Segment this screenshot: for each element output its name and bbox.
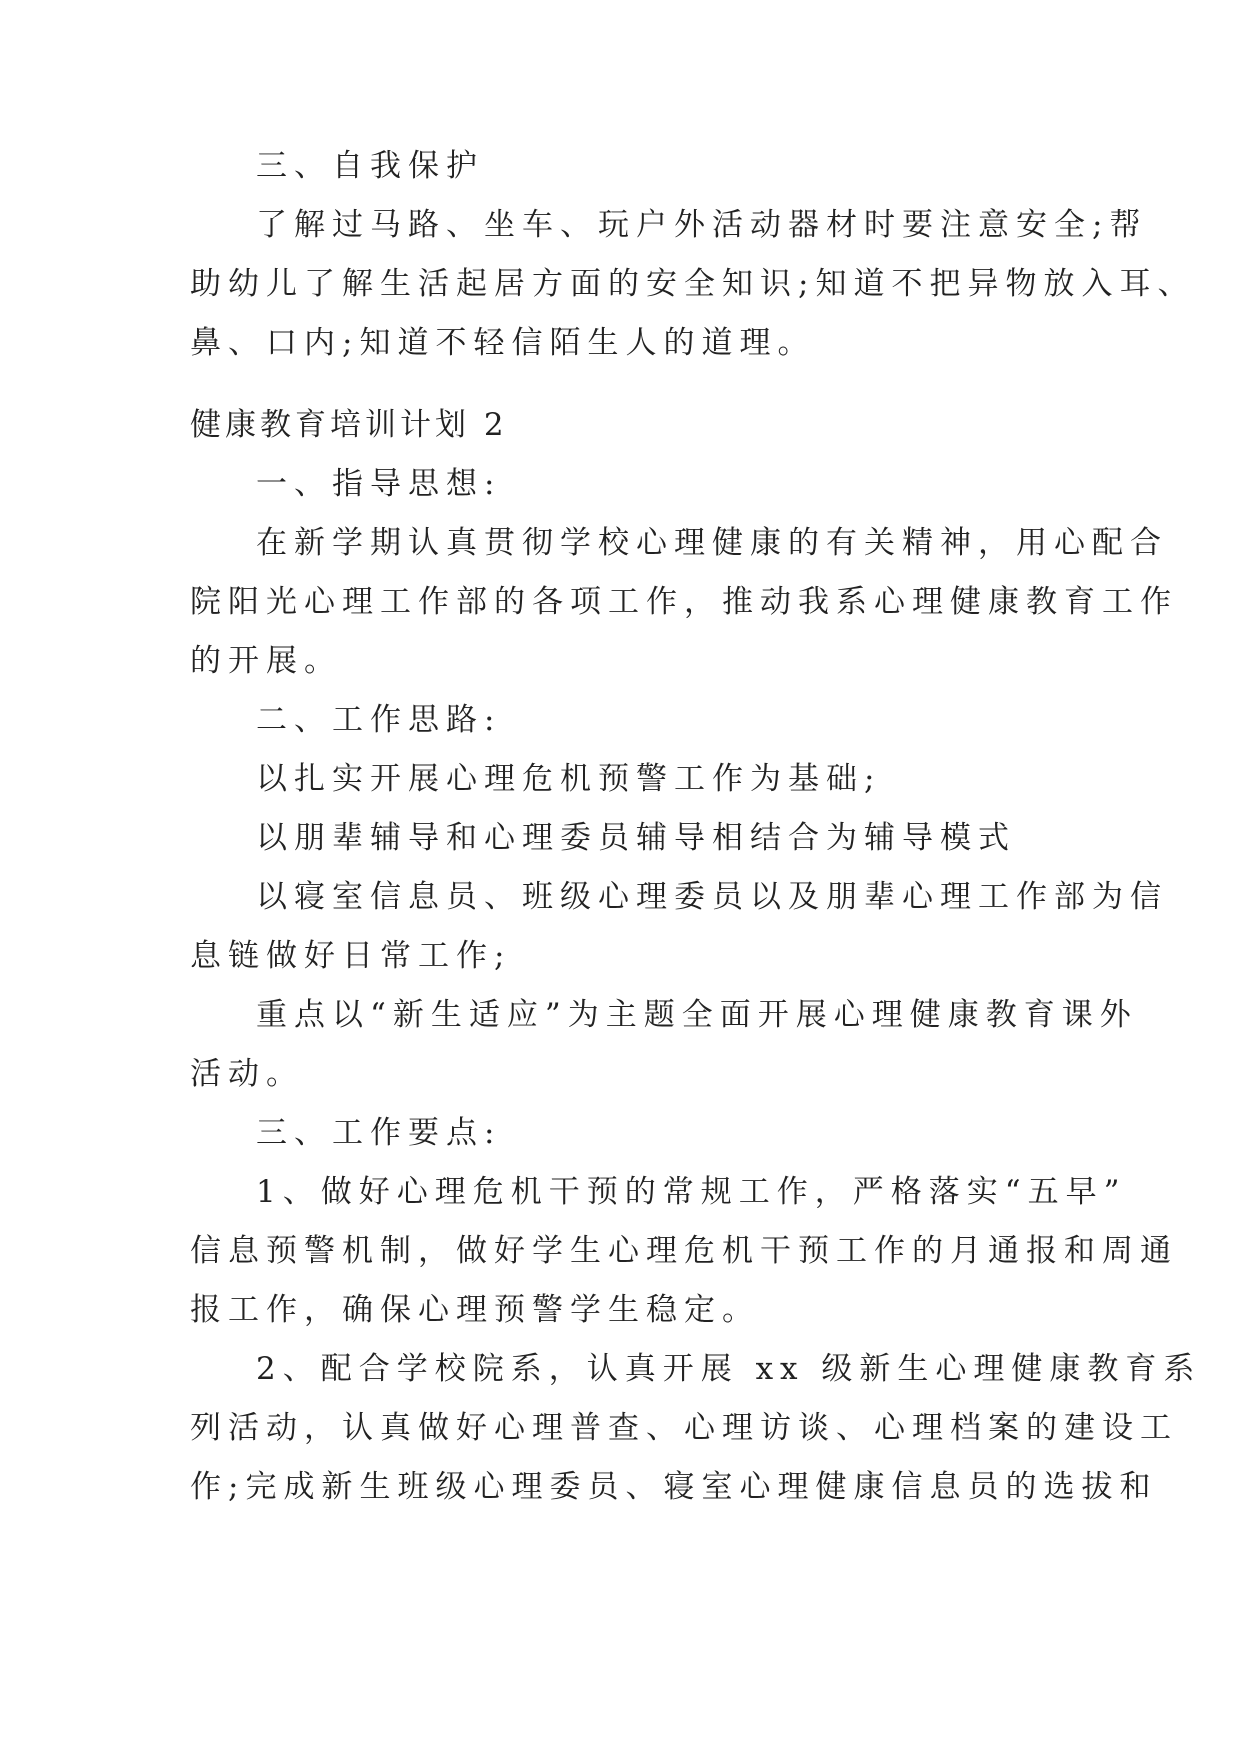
paragraph-line: 助幼儿了解生活起居方面的安全知识;知道不把异物放入耳、 [190,266,1196,302]
paragraph-line: 在新学期认真贯彻学校心理健康的有关精神，用心配合 [256,525,1168,561]
section-heading: 三、工作要点: [256,1115,502,1151]
section-heading: 一、指导思想: [256,466,502,502]
paragraph-line: 1、做好心理危机干预的常规工作，严格落实“五早” [256,1174,1127,1210]
paragraph-line: 院阳光心理工作部的各项工作，推动我系心理健康教育工作 [190,584,1178,620]
paragraph-line: 以扎实开展心理危机预警工作为基础; [256,761,882,797]
section-heading: 二、工作思路: [256,702,502,738]
paragraph-line: 信息预警机制，做好学生心理危机干预工作的月通报和周通 [190,1233,1178,1269]
paragraph-line: 列活动，认真做好心理普查、心理访谈、心理档案的建设工 [190,1410,1178,1446]
paragraph-line: 鼻、口内;知道不轻信陌生人的道理。 [190,325,816,361]
paragraph-line: 2、配合学校院系，认真开展 xx 级新生心理健康教育系 [256,1351,1202,1387]
paragraph-line: 的开展。 [190,643,342,679]
paragraph-line: 以寝室信息员、班级心理委员以及朋辈心理工作部为信 [256,879,1168,915]
paragraph-line: 重点以“新生适应”为主题全面开展心理健康教育课外 [256,997,1138,1033]
paragraph-line: 了解过马路、坐车、玩户外活动器材时要注意安全;帮 [256,207,1148,243]
section-health-plan [190,396,1202,1517]
section-heading: 三、自我保护 [256,148,484,184]
paragraph-line: 报工作，确保心理预警学生稳定。 [190,1292,760,1328]
paragraph-line: 活动。 [190,1056,304,1092]
paragraph-line: 息链做好日常工作; [190,938,512,974]
section-self-protection [190,137,1196,373]
paragraph-line: 以朋辈辅导和心理委员辅导相结合为辅导模式 [256,820,1016,856]
paragraph-line: 作;完成新生班级心理委员、寝室心理健康信息员的选拔和 [190,1469,1158,1505]
document-title: 健康教育培训计划 2 [190,407,508,443]
